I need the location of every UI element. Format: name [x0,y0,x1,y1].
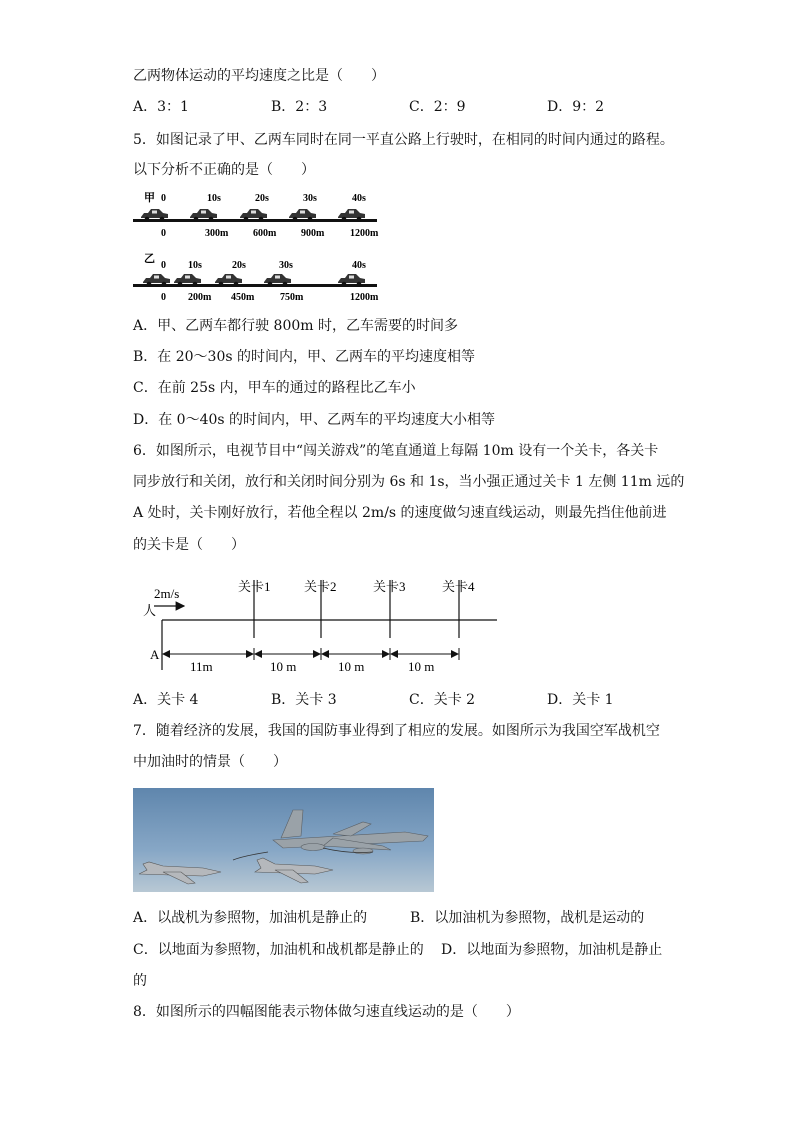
q6-option-d[interactable]: D．关卡 1 [547,692,614,708]
q7-option-d[interactable]: D．以地面为参照物，加油机是静止 [441,942,663,958]
q4-option-d[interactable]: D．9：2 [547,99,605,115]
question-6-stem-2: 同步放行和关闭，放行和关闭时间分别为 6s 和 1s，当小强正通过关卡 1 左侧 11m 远的 [133,474,685,490]
point-a-label: A [150,647,160,662]
question-7-stem-2: 中加油时的情景（ ） [133,754,287,770]
q5-option-c[interactable]: C．在前 25s 内，甲车的通过的路程比乙车小 [133,380,416,396]
q7-option-c[interactable]: C．以地面为参照物，加油机和战机都是静止的 [133,942,424,958]
question-7-stem: 7．随着经济的发展，我国的国防事业得到了相应的发展。如图所示为我国空军战机空 [133,723,660,739]
question-6-stem: 6．如图所示，电视节目中“闯关游戏”的笔直通道上每隔 10m 设有一个关卡，各关卡 [133,443,659,459]
checkpoint-figure [140,572,505,680]
a-time-1: 10s [207,193,221,204]
a-dist-0: 0 [161,228,166,239]
segment-4-label: 10 m [408,659,435,674]
a-time-4: 40s [352,193,366,204]
question-8-stem: 8．如图所示的四幅图能表示物体做匀速直线运动的是（ ） [133,1004,520,1020]
a-dist-1: 300m [205,228,229,239]
a-time-3: 30s [303,193,317,204]
q5-option-a[interactable]: A．甲、乙两车都行驶 800m 时，乙车需要的时间多 [133,318,459,334]
question-5-stem-2: 以下分析不正确的是（ ） [133,162,315,178]
question-6-stem-4: 的关卡是（ ） [133,537,245,553]
road-a [133,219,377,222]
q6-option-b[interactable]: B．关卡 3 [271,692,337,708]
a-time-0: 0 [161,193,166,204]
q6-option-c[interactable]: C．关卡 2 [409,692,476,708]
segment-2-label: 10 m [270,659,297,674]
car-b-label: 乙 [144,253,155,265]
b-dist-3: 750m [280,292,304,303]
aerial-refueling-photo [133,788,434,892]
b-time-4: 40s [352,260,366,271]
question-4-stem-tail: 乙两物体运动的平均速度之比是（ ） [133,68,385,84]
gate-3-label: 关卡3 [373,579,406,594]
a-dist-4: 1200m [350,228,379,239]
segment-1-label: 11m [190,659,213,674]
q5-option-d[interactable]: D．在 0～40s 的时间内，甲、乙两车的平均速度大小相等 [133,412,496,428]
b-dist-4: 1200m [350,292,379,303]
car-a-label: 甲 [144,192,155,204]
q6-option-a[interactable]: A．关卡 4 [133,692,199,708]
person-label: 人 [143,603,157,618]
b-time-1: 10s [188,260,202,271]
q4-option-c[interactable]: C．2：9 [409,99,466,115]
question-5-stem: 5．如图记录了甲、乙两车同时在同一平直公路上行驶时，在相同的时间内通过的路程。 [133,132,674,148]
road-b [133,284,377,287]
car-motion-figure [133,188,393,306]
q5-option-b[interactable]: B．在 20～30s 的时间内，甲、乙两车的平均速度相等 [133,349,476,365]
b-time-0: 0 [161,260,166,271]
b-time-2: 20s [232,260,246,271]
a-dist-3: 900m [301,228,325,239]
question-6-stem-3: A 处时，关卡刚好放行，若他全程以 2m/s 的速度做匀速直线运动，则最先挡住他前进 [133,505,667,521]
b-dist-1: 200m [188,292,212,303]
b-dist-2: 450m [231,292,255,303]
a-dist-2: 600m [253,228,277,239]
q7-option-a[interactable]: A．以战机为参照物，加油机是静止的 [133,910,368,926]
b-dist-0: 0 [161,292,166,303]
q7-option-d-continued: 的 [133,973,147,989]
q4-option-b[interactable]: B．2：3 [271,99,328,115]
b-time-3: 30s [279,260,293,271]
q4-option-a[interactable]: A．3：1 [133,99,189,115]
gate-4-label: 关卡4 [442,579,475,594]
gate-2-label: 关卡2 [304,579,337,594]
a-time-2: 20s [255,193,269,204]
segment-3-label: 10 m [338,659,365,674]
speed-label: 2m/s [154,586,180,601]
q7-option-b[interactable]: B．以加油机为参照物，战机是运动的 [410,910,645,926]
gate-1-label: 关卡1 [238,579,271,594]
